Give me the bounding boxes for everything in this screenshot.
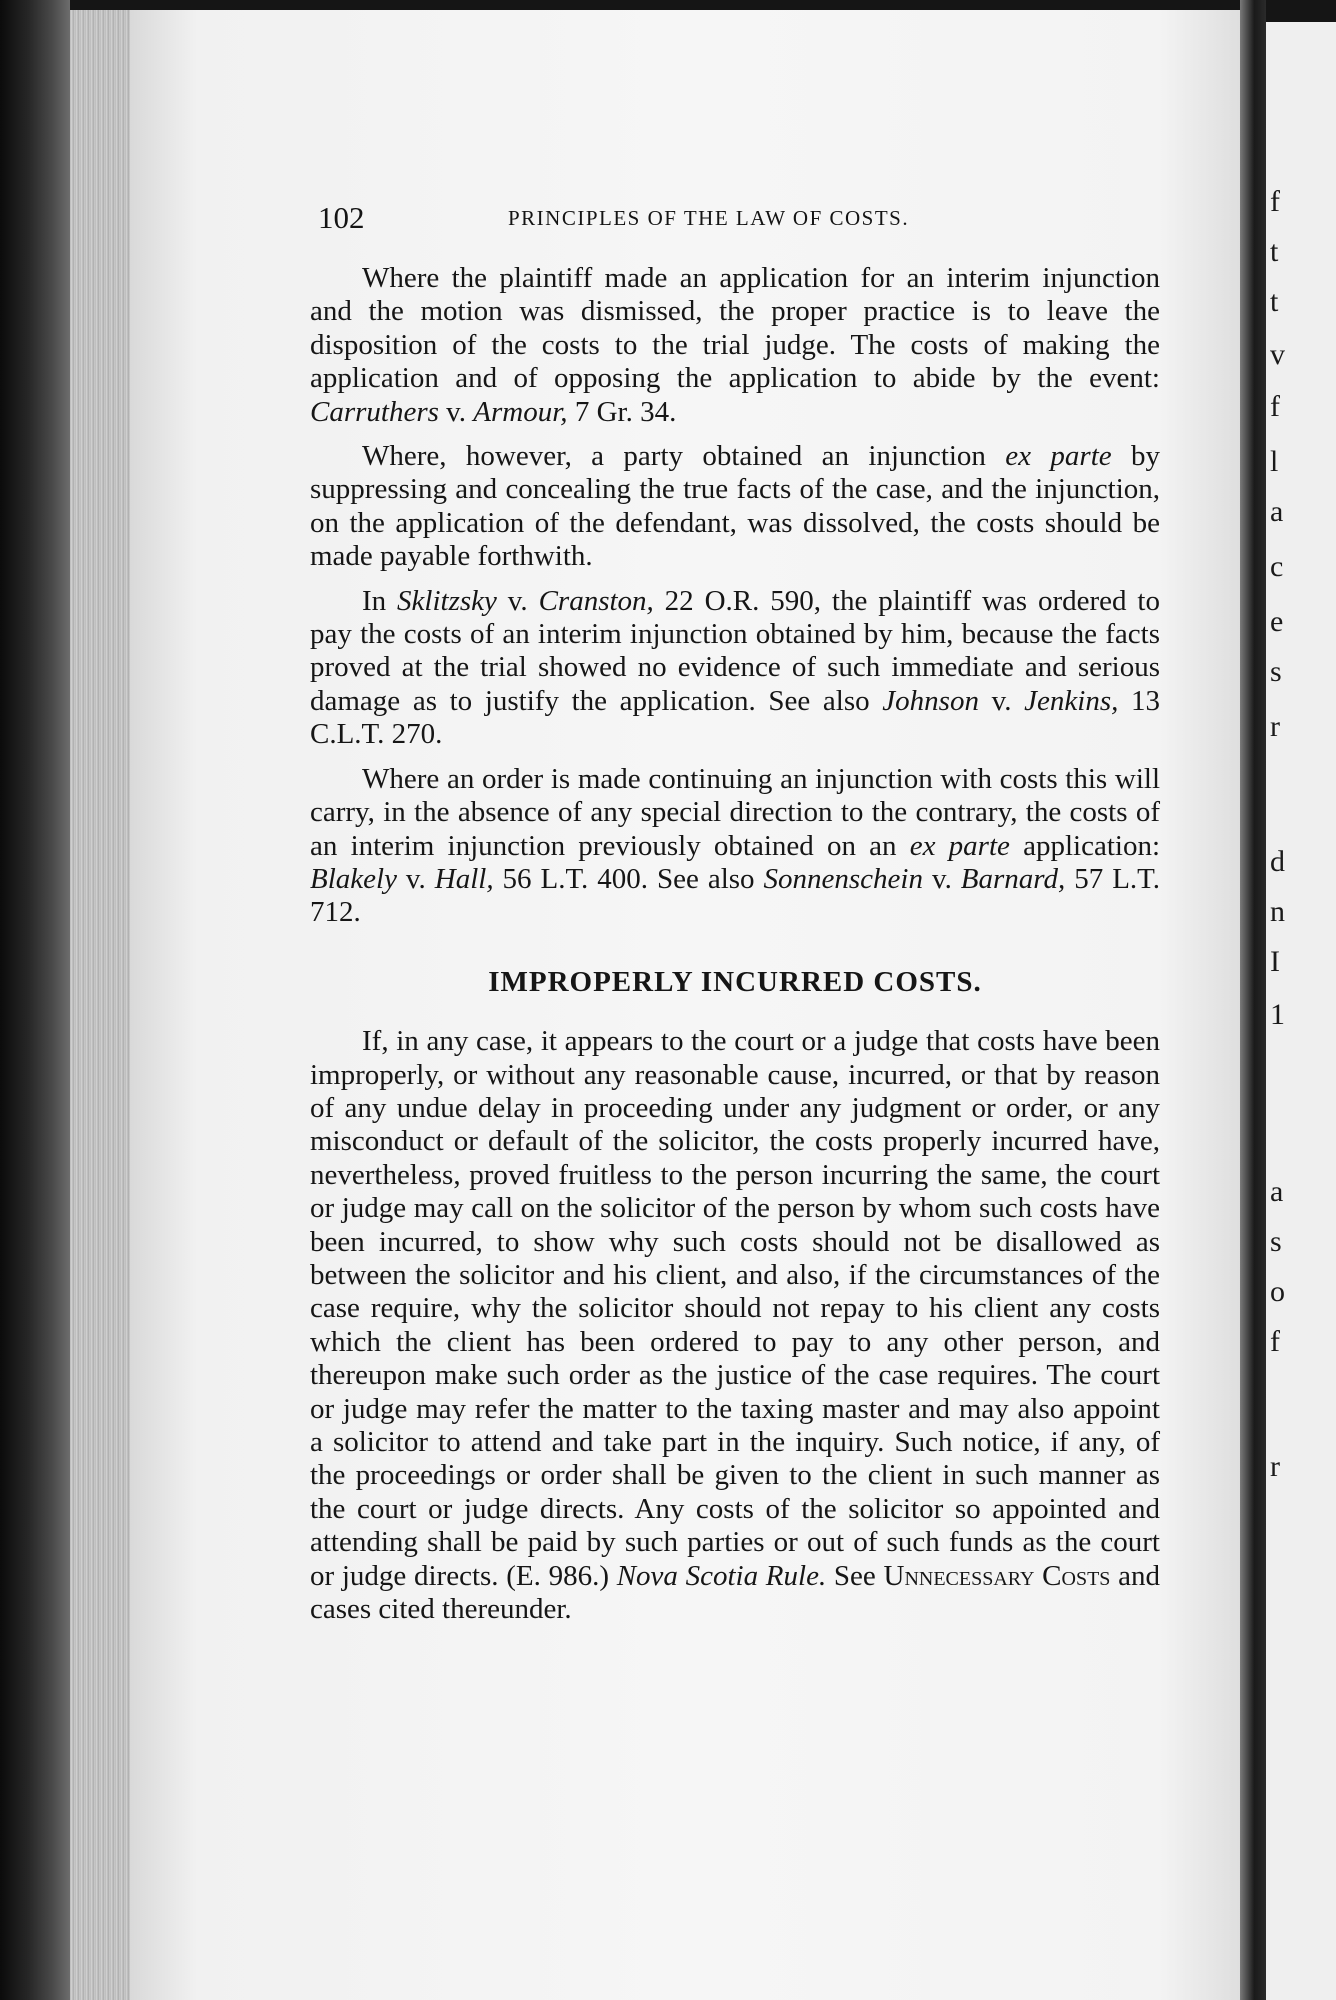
section-paragraph-1 [310,1025,1160,1626]
next-page-fragment: a [1270,1175,1284,1208]
paragraph-1 [310,262,1160,429]
cross-reference: Unnecessary Costs [883,1559,1111,1592]
page-number: 102 [318,200,365,235]
text-run: See [826,1559,884,1592]
next-page-fragment: e [1270,605,1284,638]
case-citation-italic: ex parte [1005,440,1112,473]
text-run: v. [396,862,435,895]
text-run: Where the plaintiff made an application for an interim injunction and the motion was dismissed, the proper practice is to leave the disposition of the costs to the trial judge. The costs of making the application and of opposing the application to abide by the event: [310,262,1160,395]
case-citation-italic: Nova Scotia Rule. [616,1559,827,1592]
next-page-sliver [1266,22,1336,2000]
next-page-fragment: r [1270,710,1280,743]
next-page-fragment: d [1270,845,1285,878]
text-run: and cases cited thereunder. [310,1559,1161,1626]
next-page-fragment: f [1270,390,1280,423]
paragraph-4 [310,763,1160,930]
text-run: v. [978,684,1025,717]
next-page-fragment: o [1270,1275,1285,1308]
next-page-fragment: a [1270,495,1284,528]
text-run: Where, however, a party obtained an injunction [362,440,1006,473]
next-page-fragment: t [1270,235,1279,268]
text-run: In [362,584,398,617]
case-citation-italic: Sklitzsky [397,584,497,617]
text-run: 22 O.R. 590, the plaintiff was ordered to pay the costs of an interim injunction obtained by him, because the facts proved at the trial showed no evidence of such immediate and serious damage as to justify the application. See also [310,584,1160,717]
text-run: If, in any case, it appears to the court or a judge that costs have been improperly, or without any reasonable cause, incurred, or that by reason of any undue delay in proceeding under any judgment or order, or any misconduct or default of the solicitor, the costs properly incurred have, nevertheless, proved fruitless to the person incurring the same, the court or judge may call on the solicitor of the person by whom such costs have been incurred, to show why such costs should not be disallowed as between the solicitor and his client, and also, if the circumstances of the case require, why the solicitor should not repay to his client any costs which the client has been ordered to pay to any other person, and thereupon make such order as the justice of the case requires. The court or judge may refer the matter to the taxing master and may also appoint a solicitor to attend and take part in the inquiry. Such notice, if any, of the proceedings or order shall be given to the client in such manner as the court or judge directs. Any costs of the solicitor so appointed and attending shall be paid by such parties or out of such funds as the court or judge directs. (E. 986.) [310,1025,1160,1592]
next-page-fragment: l [1270,445,1279,478]
paragraph-3 [310,585,1160,752]
section-heading: IMPROPERLY INCURRED COSTS. [488,965,982,998]
case-citation-italic: Carruthers [310,395,439,428]
scan-border [0,0,70,2000]
text-block [310,262,1160,1637]
case-citation-italic: Armour, [473,395,568,428]
text-run: 56 L.T. 400. See also [493,862,764,895]
case-citation-italic: Johnson [882,684,979,717]
running-head [318,200,1158,244]
next-page-fragment: f [1270,1325,1280,1358]
case-citation-italic: ex parte [909,829,1010,862]
text-run: v. [496,584,539,617]
next-page-fragment: s [1270,1225,1282,1258]
next-page-fragment: s [1270,655,1282,688]
text-run: application: [1009,829,1160,862]
text-run: 57 L.T. 712. [310,862,1160,929]
text-run: 13 C.L.T. 270. [310,684,1161,751]
next-page-fragment: n [1270,895,1285,928]
text-run: v. [438,395,474,428]
running-title: PRINCIPLES OF THE LAW OF COSTS. [508,206,910,230]
case-citation-italic: Blakely [310,862,397,895]
next-page-fragment: 1 [1270,998,1285,1031]
book-gutter [1240,0,1266,2000]
next-page-fragment: f [1270,185,1280,218]
next-page-fragment: I [1270,945,1280,978]
next-page-fragment: c [1270,550,1284,583]
text-run: by suppressing and concealing the true facts of the case, and the injunction, on the application of the defendant, was dissolved, the costs should be made payable forthwith. [310,440,1160,573]
case-citation-italic: Hall, [434,862,494,895]
text-run: v. [922,862,961,895]
case-citation-italic: Cranston, [538,584,654,617]
paragraph-2 [310,440,1160,574]
next-page-fragment: t [1270,285,1279,318]
case-citation-italic: Sonnenschein [763,862,923,895]
next-page-fragment: r [1270,1450,1280,1483]
case-citation-italic: Barnard, [960,862,1066,895]
case-citation-italic: Jenkins, [1024,684,1119,717]
next-page-fragment: v [1270,338,1285,371]
text-run: Where an order is made continuing an injunction with costs this will carry, in the absence of any special direction to the contrary, the costs of an interim injunction previously obtained on an [310,762,1160,862]
text-run: 7 Gr. 34. [567,395,677,428]
